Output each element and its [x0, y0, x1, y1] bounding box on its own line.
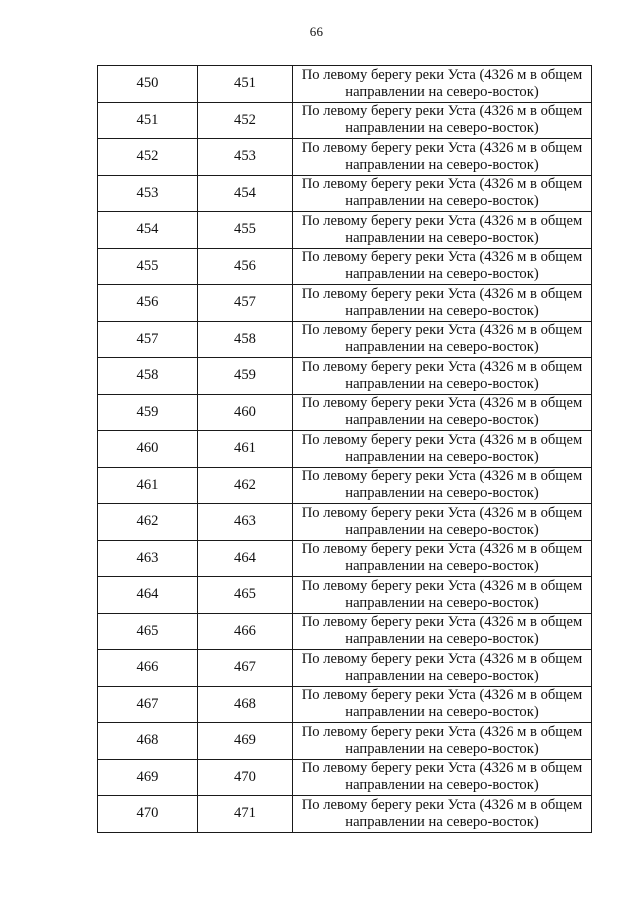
description-line: направлении на северо-восток) — [345, 631, 539, 648]
point-to-cell: 468 — [198, 686, 293, 723]
page-number: 66 — [309, 24, 324, 39]
description-line: По левому берегу реки Уста (4326 м в общем — [301, 322, 583, 339]
table-row — [98, 394, 592, 431]
description-line: По левому берегу реки Уста (4326 м в общем — [301, 504, 583, 521]
table-row — [98, 613, 592, 650]
description-line: По левому берегу реки Уста (4326 м в общем — [301, 139, 583, 156]
description-line: По левому берегу реки Уста (4326 м в общем — [301, 358, 583, 375]
description-line: направлении на северо-восток) — [345, 339, 539, 356]
description-line: направлении на северо-восток) — [345, 558, 539, 575]
description-line: направлении на северо-восток) — [345, 667, 539, 684]
description-line: направлении на северо-восток) — [345, 704, 539, 721]
description-line: направлении на северо-восток) — [345, 412, 539, 429]
description-line: направлении на северо-восток) — [345, 521, 539, 538]
point-from-cell: 454 — [98, 212, 198, 249]
boundary-description-cell — [293, 759, 592, 796]
point-to-cell: 459 — [198, 358, 293, 395]
table-row — [98, 540, 592, 577]
point-from-cell: 452 — [98, 139, 198, 176]
point-from-cell: 464 — [98, 577, 198, 614]
description-line: направлении на северо-восток) — [345, 375, 539, 392]
table-row — [98, 321, 592, 358]
point-from-cell: 467 — [98, 686, 198, 723]
boundary-description-cell — [293, 577, 592, 614]
boundary-description-cell — [293, 650, 592, 687]
description-line: По левому берегу реки Уста (4326 м в общем — [301, 395, 583, 412]
table-row — [98, 66, 592, 103]
point-to-cell: 454 — [198, 175, 293, 212]
description-line: По левому берегу реки Уста (4326 м в общем — [301, 468, 583, 485]
point-from-cell: 460 — [98, 431, 198, 468]
table-body — [98, 66, 592, 833]
point-from-cell: 453 — [98, 175, 198, 212]
point-to-cell: 466 — [198, 613, 293, 650]
description-line: По левому берегу реки Уста (4326 м в общем — [301, 796, 583, 813]
boundary-description-cell — [293, 248, 592, 285]
table-row — [98, 175, 592, 212]
point-from-cell: 461 — [98, 467, 198, 504]
table-row — [98, 285, 592, 322]
point-from-cell: 459 — [98, 394, 198, 431]
boundary-description-cell — [293, 394, 592, 431]
boundary-description-cell — [293, 321, 592, 358]
boundary-description-cell — [293, 139, 592, 176]
boundary-description-cell — [293, 358, 592, 395]
description-line: По левому берегу реки Уста (4326 м в общем — [301, 103, 583, 120]
point-from-cell: 462 — [98, 504, 198, 541]
description-line: По левому берегу реки Уста (4326 м в общем — [301, 176, 583, 193]
boundary-description-cell — [293, 175, 592, 212]
description-line: По левому берегу реки Уста (4326 м в общем — [301, 687, 583, 704]
boundary-description-cell — [293, 212, 592, 249]
point-to-cell: 464 — [198, 540, 293, 577]
point-from-cell: 455 — [98, 248, 198, 285]
description-line: направлении на северо-восток) — [345, 485, 539, 502]
point-to-cell: 458 — [198, 321, 293, 358]
boundary-table — [97, 65, 592, 833]
description-line: По левому берегу реки Уста (4326 м в общем — [301, 614, 583, 631]
point-from-cell: 451 — [98, 102, 198, 139]
point-from-cell: 468 — [98, 723, 198, 760]
table-row — [98, 212, 592, 249]
description-line: направлении на северо-восток) — [345, 777, 539, 794]
description-line: По левому берегу реки Уста (4326 м в общем — [301, 431, 583, 448]
table-row — [98, 248, 592, 285]
point-to-cell: 463 — [198, 504, 293, 541]
description-line: По левому берегу реки Уста (4326 м в общем — [301, 249, 583, 266]
boundary-description-cell — [293, 285, 592, 322]
boundary-description-cell — [293, 796, 592, 833]
description-line: По левому берегу реки Уста (4326 м в общем — [301, 212, 583, 229]
boundary-description-cell — [293, 686, 592, 723]
point-from-cell: 470 — [98, 796, 198, 833]
table-row — [98, 796, 592, 833]
table-row — [98, 467, 592, 504]
description-line: направлении на северо-восток) — [345, 448, 539, 465]
point-from-cell: 456 — [98, 285, 198, 322]
point-to-cell: 452 — [198, 102, 293, 139]
point-to-cell: 465 — [198, 577, 293, 614]
point-to-cell: 467 — [198, 650, 293, 687]
point-to-cell: 461 — [198, 431, 293, 468]
boundary-description-cell — [293, 723, 592, 760]
point-to-cell: 462 — [198, 467, 293, 504]
description-line: направлении на северо-восток) — [345, 193, 539, 210]
description-line: направлении на северо-восток) — [345, 266, 539, 283]
description-line: направлении на северо-восток) — [345, 302, 539, 319]
description-line: направлении на северо-восток) — [345, 229, 539, 246]
point-to-cell: 471 — [198, 796, 293, 833]
table-row — [98, 102, 592, 139]
description-line: По левому берегу реки Уста (4326 м в общем — [301, 650, 583, 667]
point-to-cell: 469 — [198, 723, 293, 760]
description-line: По левому берегу реки Уста (4326 м в общем — [301, 723, 583, 740]
point-from-cell: 466 — [98, 650, 198, 687]
table-row — [98, 431, 592, 468]
table-row — [98, 139, 592, 176]
point-from-cell: 469 — [98, 759, 198, 796]
point-to-cell: 453 — [198, 139, 293, 176]
table-row — [98, 686, 592, 723]
point-to-cell: 451 — [198, 66, 293, 103]
description-line: По левому берегу реки Уста (4326 м в общем — [301, 285, 583, 302]
description-line: направлении на северо-восток) — [345, 120, 539, 137]
boundary-description-cell — [293, 102, 592, 139]
boundary-description-cell — [293, 66, 592, 103]
description-line: По левому берегу реки Уста (4326 м в общем — [301, 541, 583, 558]
point-from-cell: 463 — [98, 540, 198, 577]
boundary-description-cell — [293, 431, 592, 468]
point-to-cell: 460 — [198, 394, 293, 431]
description-line: направлении на северо-восток) — [345, 83, 539, 100]
description-line: направлении на северо-восток) — [345, 813, 539, 830]
boundary-description-cell — [293, 467, 592, 504]
boundary-description-cell — [293, 613, 592, 650]
description-line: По левому берегу реки Уста (4326 м в общем — [301, 66, 583, 83]
point-from-cell: 457 — [98, 321, 198, 358]
description-line: По левому берегу реки Уста (4326 м в общем — [301, 760, 583, 777]
table-row — [98, 504, 592, 541]
point-to-cell: 470 — [198, 759, 293, 796]
boundary-description-cell — [293, 504, 592, 541]
table-row — [98, 358, 592, 395]
table-row — [98, 723, 592, 760]
point-from-cell: 458 — [98, 358, 198, 395]
point-to-cell: 456 — [198, 248, 293, 285]
boundary-description-cell — [293, 540, 592, 577]
table-row — [98, 650, 592, 687]
description-line: направлении на северо-восток) — [345, 740, 539, 757]
description-line: направлении на северо-восток) — [345, 594, 539, 611]
table-row — [98, 577, 592, 614]
table-row — [98, 759, 592, 796]
description-line: направлении на северо-восток) — [345, 156, 539, 173]
point-from-cell: 465 — [98, 613, 198, 650]
point-to-cell: 457 — [198, 285, 293, 322]
description-line: По левому берегу реки Уста (4326 м в общем — [301, 577, 583, 594]
point-to-cell: 455 — [198, 212, 293, 249]
point-from-cell: 450 — [98, 66, 198, 103]
